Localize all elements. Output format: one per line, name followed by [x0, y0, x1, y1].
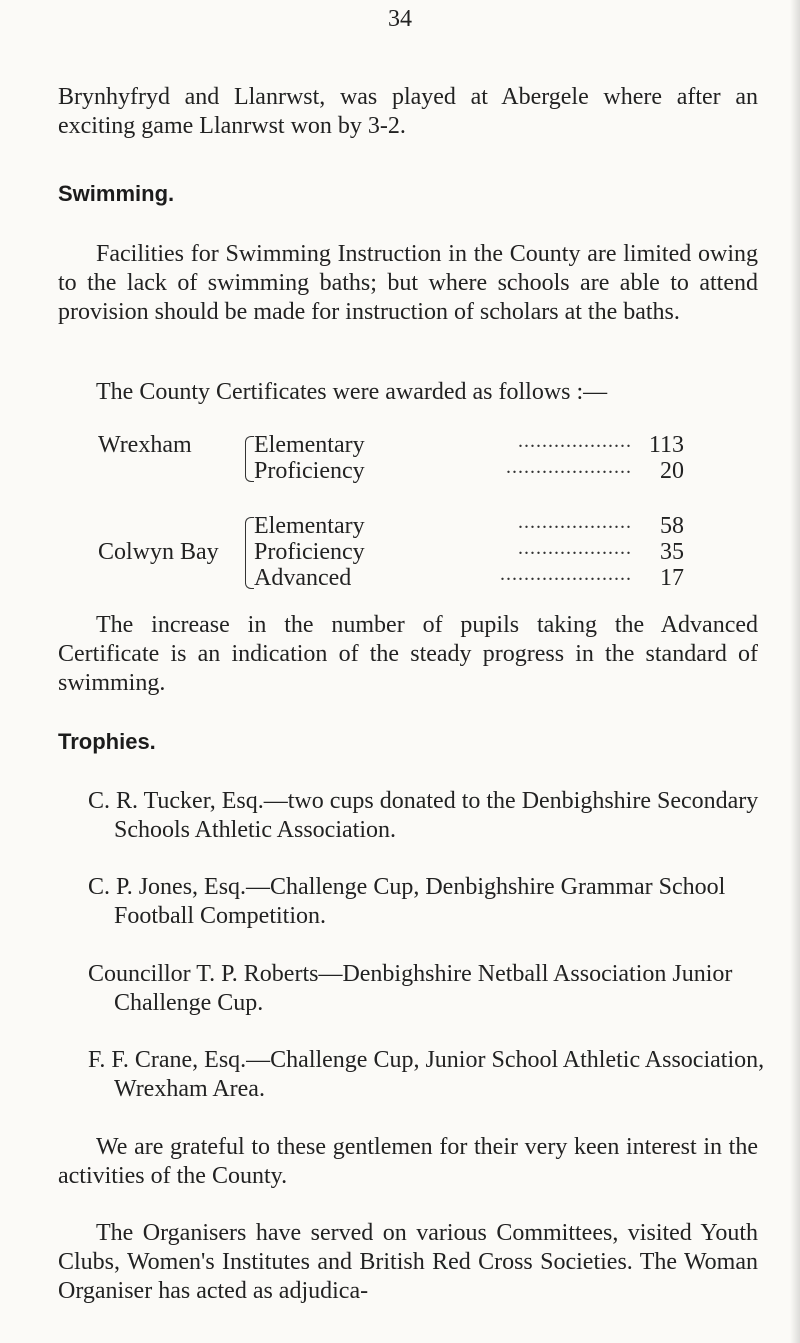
- certificate-count: 20: [660, 458, 684, 484]
- leader-dots: ...................: [518, 430, 632, 452]
- town-name: Colwyn Bay: [98, 539, 219, 565]
- leader-dots: ...................: [518, 511, 632, 533]
- certificate-level: Advanced: [254, 565, 352, 591]
- swimming-closing-paragraph: The increase in the number of pupils taking the Advanced Certificate is an indication of the steady progress in the standard of swimming.: [58, 612, 758, 696]
- swimming-paragraph: Facilities for Swimming Instruction in the County are limited owing to the lack of swimming baths; but where schools are able to attend provision should be made for instruction of scholars at the baths.: [58, 241, 758, 325]
- leader-dots: .....................: [506, 456, 632, 478]
- page-number: 34: [388, 6, 412, 32]
- brace: [245, 436, 254, 482]
- swimming-heading: Swimming.: [58, 181, 175, 206]
- certificate-row: [254, 458, 684, 484]
- page-edge-shadow: [790, 0, 800, 1343]
- opening-paragraph: Brynhyfryd and Llanrwst, was played at Abergele where after an exciting game Llanrwst won by 3-2.: [58, 84, 758, 139]
- certificate-count: 17: [660, 565, 684, 591]
- certificate-level: Elementary: [254, 432, 365, 458]
- certificate-row: [254, 565, 684, 591]
- certificate-level: Proficiency: [254, 539, 365, 565]
- trophy-item: C. P. Jones, Esq.—Challenge Cup, Denbighshire Grammar School Football Competition.: [88, 874, 726, 929]
- trophy-item: C. R. Tucker, Esq.—two cups donated to the Denbighshire Secondary Schools Athletic Association.: [88, 788, 759, 843]
- brace: [245, 517, 254, 589]
- certificate-count: 113: [648, 432, 684, 458]
- certificate-level: Elementary: [254, 513, 365, 539]
- certificate-count: 58: [660, 513, 684, 539]
- gratitude-paragraph: We are grateful to these gentlemen for their very keen interest in the activities of the County.: [58, 1134, 758, 1189]
- leader-dots: ......................: [500, 563, 632, 585]
- trophy-item: Councillor T. P. Roberts—Denbighshire Netball Association Junior Challenge Cup.: [88, 961, 733, 1016]
- trophies-heading: Trophies.: [58, 729, 156, 754]
- leader-dots: ...................: [518, 537, 632, 559]
- organisers-paragraph: The Organisers have served on various Committees, visited Youth Clubs, Women's Institutes and British Red Cross Societies. The Woman Organiser has acted as adjudica-: [58, 1220, 758, 1304]
- town-name: Wrexham: [98, 432, 192, 458]
- certificate-count: 35: [660, 539, 684, 565]
- certificate-level: Proficiency: [254, 458, 365, 484]
- trophy-item: F. F. Crane, Esq.—Challenge Cup, Junior School Athletic Association, Wrexham Area.: [88, 1047, 765, 1102]
- certificates-intro: The County Certificates were awarded as follows :—: [96, 379, 608, 405]
